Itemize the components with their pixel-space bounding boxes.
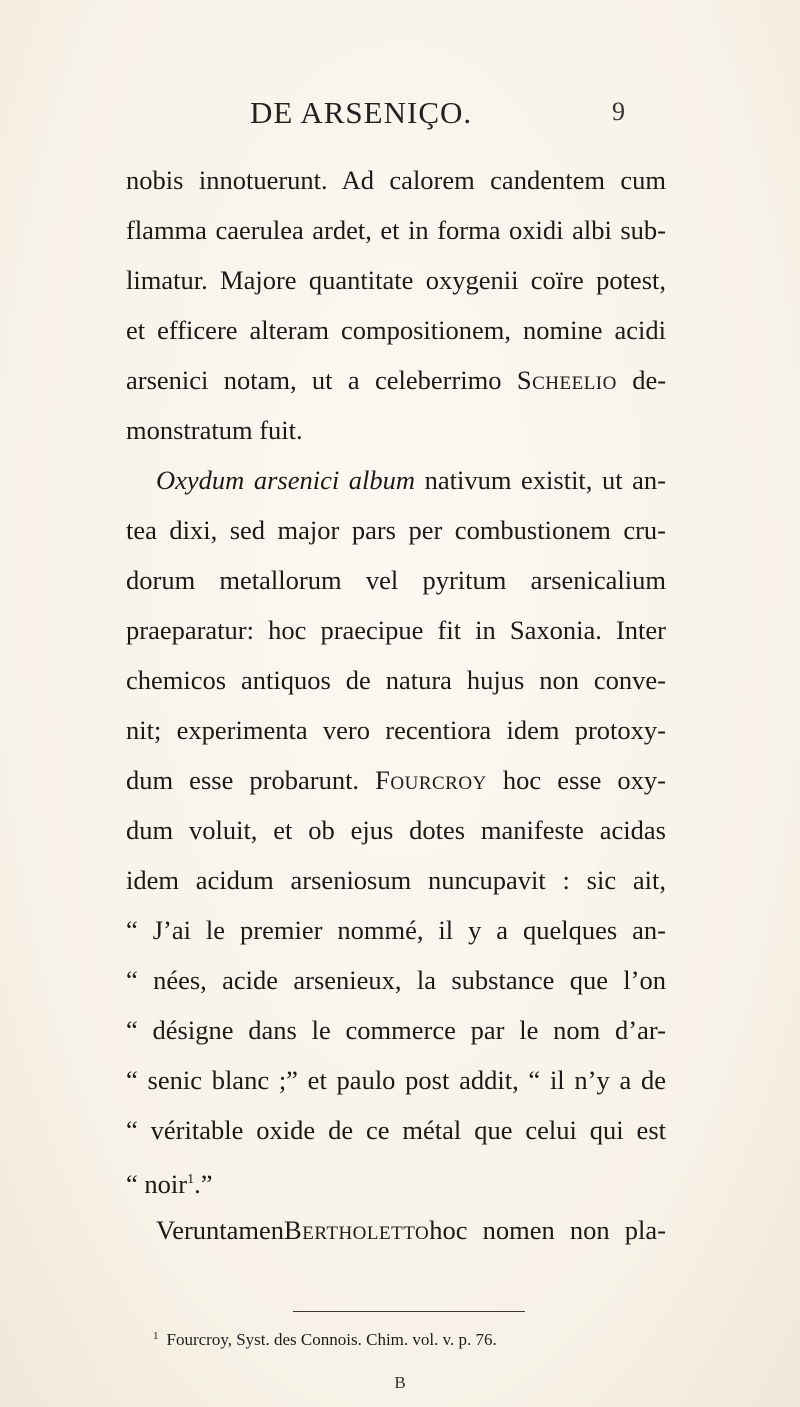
signature-mark: B (394, 1373, 406, 1392)
italic-term: Oxydum arsenici album (156, 465, 416, 495)
footnote-marker: 1 (153, 1330, 159, 1342)
quote-line: “ désigne dans le commerce par le nom d’ar- (126, 1015, 666, 1045)
text-line: idem acidum arseniosum nuncupavit : sic ait, (126, 865, 666, 895)
footnote-divider (293, 1311, 525, 1312)
text-segment: nativum existit, ut an- (424, 465, 666, 495)
footnote-ref: 1 (187, 1172, 195, 1187)
author-name-fourcroy: Fourcroy (375, 765, 487, 795)
running-header (0, 95, 800, 135)
text-line: nobis innotuerunt. Ad calorem candentem cum (126, 165, 666, 195)
text-line: et efficere alteram compositionem, nomine acidi (126, 315, 666, 345)
text-line (126, 758, 666, 802)
footnote (153, 1330, 497, 1350)
quote-line: “ véritable oxide de ce métal que celui qui est (126, 1115, 666, 1145)
quote-line: “ J’ai le premier nommé, il y a quelques an- (126, 915, 666, 945)
text-segment: Veruntamen (156, 1215, 285, 1245)
text-line: dum voluit, et ob ejus dotes manifeste acidas (126, 815, 666, 845)
quote-line: “ nées, acide arsenieux, la substance que l’on (126, 965, 666, 995)
footnote-text: Fourcroy, Syst. des Connois. Chim. vol. v. p. 76. (166, 1330, 497, 1349)
page-number: 9 (612, 97, 625, 126)
text-segment: hoc nomen non pla- (429, 1215, 666, 1245)
text-line: limatur. Majore quantitate oxygenii coïre potest, (126, 265, 666, 295)
quote-line (126, 1158, 666, 1202)
text-segment: “ noir (126, 1168, 188, 1199)
text-line: tea dixi, sed major pars per combustionem cru- (126, 515, 666, 545)
text-segment: hoc esse oxy- (502, 765, 667, 795)
text-segment: de- (632, 365, 667, 395)
text-line (156, 458, 666, 502)
author-name-scheelio: Scheelio (516, 365, 617, 395)
quote-line: “ senic blanc ;” et paulo post addit, “ il n’y a de (126, 1065, 666, 1095)
text-line: dorum metallorum vel pyritum arsenicalium (126, 565, 666, 595)
text-line: chemicos antiquos de natura hujus non conve- (126, 665, 666, 695)
text-line: praeparatur: hoc praecipue fit in Saxonia. Inter (126, 615, 666, 645)
text-line: flamma caerulea ardet, et in forma oxidi albi sub- (126, 215, 666, 245)
text-line: monstratum fuit. (126, 415, 303, 445)
text-line (126, 358, 666, 402)
author-name-bertholetto: Bertholetto (284, 1215, 430, 1245)
text-segment: arsenici notam, ut a celeberrimo (126, 365, 502, 395)
text-segment: dum esse probarunt. (126, 765, 360, 795)
text-line: nit; experimenta vero recentiora idem protoxy- (126, 715, 666, 745)
running-title: DE ARSENIÇO. (250, 95, 473, 130)
text-line (156, 1208, 666, 1252)
text-segment: .” (194, 1168, 213, 1199)
